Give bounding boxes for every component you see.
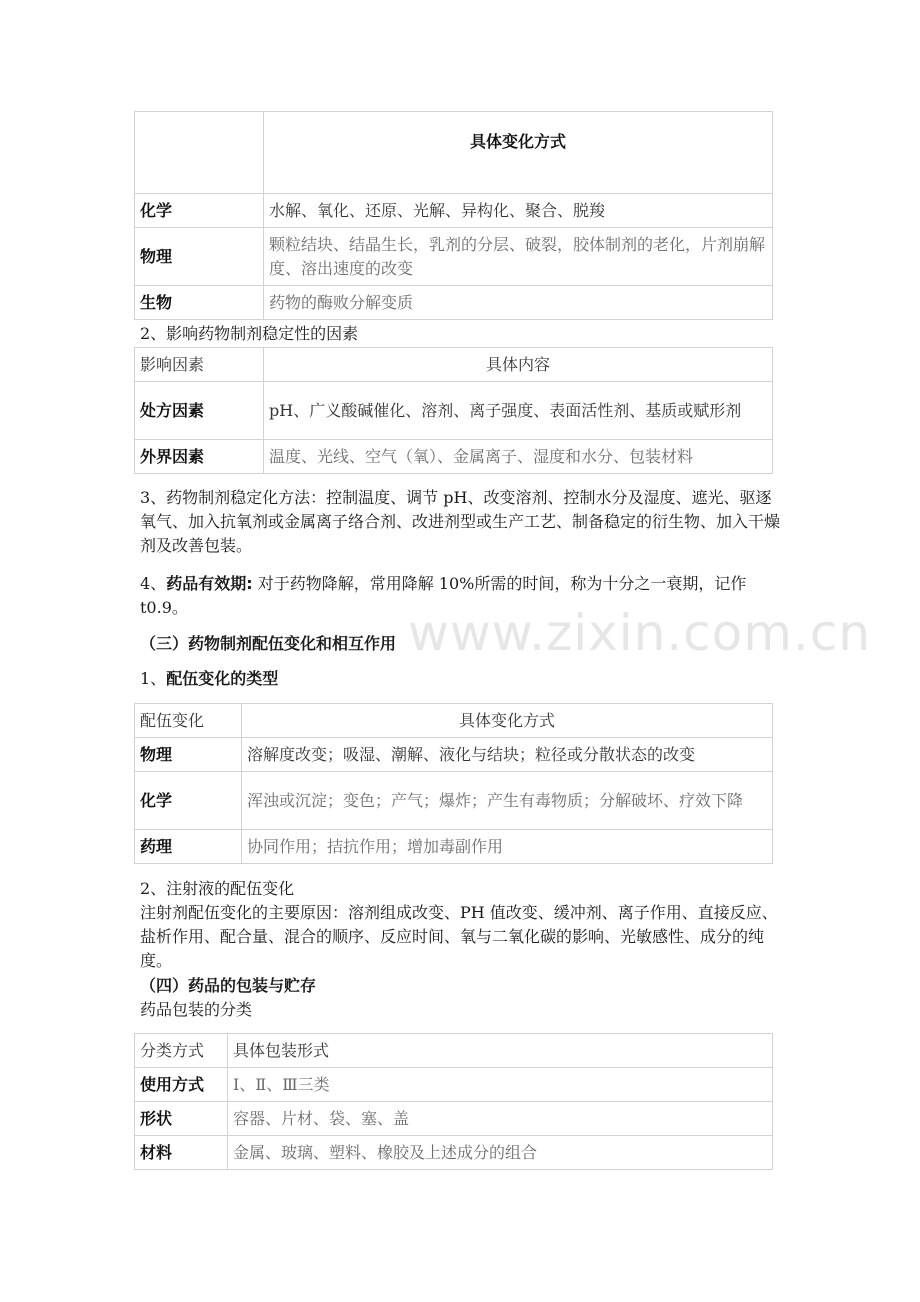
table-header-cell: 具体包装形式: [228, 1034, 773, 1068]
table-header-row: [135, 348, 773, 382]
table-header-cell: 配伍变化: [135, 704, 242, 738]
table-row: [135, 440, 773, 474]
table-stability-factors: [134, 347, 773, 474]
table-row: [135, 1136, 773, 1170]
subsection-heading: 药品包装的分类: [140, 1000, 253, 1019]
row-type: 化学: [135, 772, 242, 830]
table-row: [135, 738, 773, 772]
row-desc: 水解、氧化、还原、光解、异构化、聚合、脱羧: [264, 194, 773, 228]
table-header-cell: 具体变化方式: [242, 704, 773, 738]
bold-term: 药品有效期:: [166, 574, 253, 593]
subsection-heading: [140, 667, 782, 691]
row-type: 生物: [135, 286, 264, 320]
row-type: 使用方式: [135, 1068, 228, 1102]
row-type: 形状: [135, 1102, 228, 1136]
row-type: 处方因素: [135, 382, 264, 440]
row-type: 药理: [135, 830, 242, 864]
row-type: 外界因素: [135, 440, 264, 474]
table-change-types: [134, 111, 773, 320]
table-header-cell: 具体内容: [264, 348, 773, 382]
table-row: [135, 830, 773, 864]
para-prefix: 4、: [140, 574, 167, 593]
table-header-cell: 具体变化方式: [264, 112, 773, 194]
table-row: [135, 228, 773, 286]
table-row: [135, 772, 773, 830]
table-row: [135, 382, 773, 440]
row-desc: 容器、片材、袋、塞、盖: [228, 1102, 773, 1136]
paragraph-injection-compatibility: 注射剂配伍变化的主要原因：溶剂组成改变、PH 值改变、缓冲剂、离子作用、直接反应、盐析作用、配合量、混合的顺序、反应时间、氧与二氧化碳的影响、光敏感性、成分的纯度。: [140, 903, 778, 970]
table-compatibility-types: [134, 703, 773, 864]
row-desc: 浑浊或沉淀；变色；产气；爆炸；产生有毒物质；分解破坏、疗效下降: [242, 772, 773, 830]
row-desc: 协同作用；拮抗作用；增加毒副作用: [242, 830, 773, 864]
table-header-cell: 分类方式: [135, 1034, 228, 1068]
row-desc: pH、广义酸碱催化、溶剂、离子强度、表面活性剂、基质或赋形剂: [264, 382, 773, 440]
table-row: [135, 286, 773, 320]
table-row: [135, 194, 773, 228]
row-type: 物理: [135, 738, 242, 772]
table-packaging-classification: [134, 1033, 773, 1170]
table-row: [135, 1102, 773, 1136]
table-header-cell: [135, 112, 264, 194]
row-type: 物理: [135, 228, 264, 286]
subsection-heading: 2、注射液的配伍变化: [140, 879, 295, 898]
section-heading: （三）药物制剂配伍变化和相互作用: [140, 634, 397, 653]
table-header-row: [135, 112, 773, 194]
table-header-row: [135, 704, 773, 738]
paragraph-stabilization-methods: 3、药物制剂稳定化方法：控制温度、调节 pH、改变溶剂、控制水分及湿度、遮光、驱逐氧气、加入抗氧剂或金属离子络合剂、改进剂型或生产工艺、制备稳定的衍生物、加入干燥剂及改善包装。: [140, 488, 781, 555]
row-desc: 温度、光线、空气（氧）、金属离子、湿度和水分、包装材料: [264, 440, 773, 474]
para-rest: 对于药物降解，常用降解 10%所需的时间，称为十分之一衰期，记作 t0.9。: [140, 574, 747, 617]
section-heading: （四）药品的包装与贮存: [140, 976, 317, 995]
table-header-row: [135, 1034, 773, 1068]
row-desc: 溶解度改变；吸湿、潮解、液化与结块；粒径或分散状态的改变: [242, 738, 773, 772]
table-row: [135, 1068, 773, 1102]
row-desc: Ⅰ、Ⅱ、Ⅲ三类: [228, 1068, 773, 1102]
row-desc: 药物的酶败分解变质: [264, 286, 773, 320]
subsection-title: 配伍变化的类型: [166, 669, 279, 688]
section-heading: 2、影响药物制剂稳定性的因素: [140, 324, 359, 343]
row-desc: 颗粒结块、结晶生长，乳剂的分层、破裂，胶体制剂的老化，片剂崩解度、溶出速度的改变: [264, 228, 773, 286]
row-type: 化学: [135, 194, 264, 228]
subsection-prefix: 1、: [140, 669, 167, 688]
watermark: www.zixin.com.cn: [408, 604, 872, 662]
row-desc: 金属、玻璃、塑料、橡胶及上述成分的组合: [228, 1136, 773, 1170]
table-header-cell: 影响因素: [135, 348, 264, 382]
row-type: 材料: [135, 1136, 228, 1170]
